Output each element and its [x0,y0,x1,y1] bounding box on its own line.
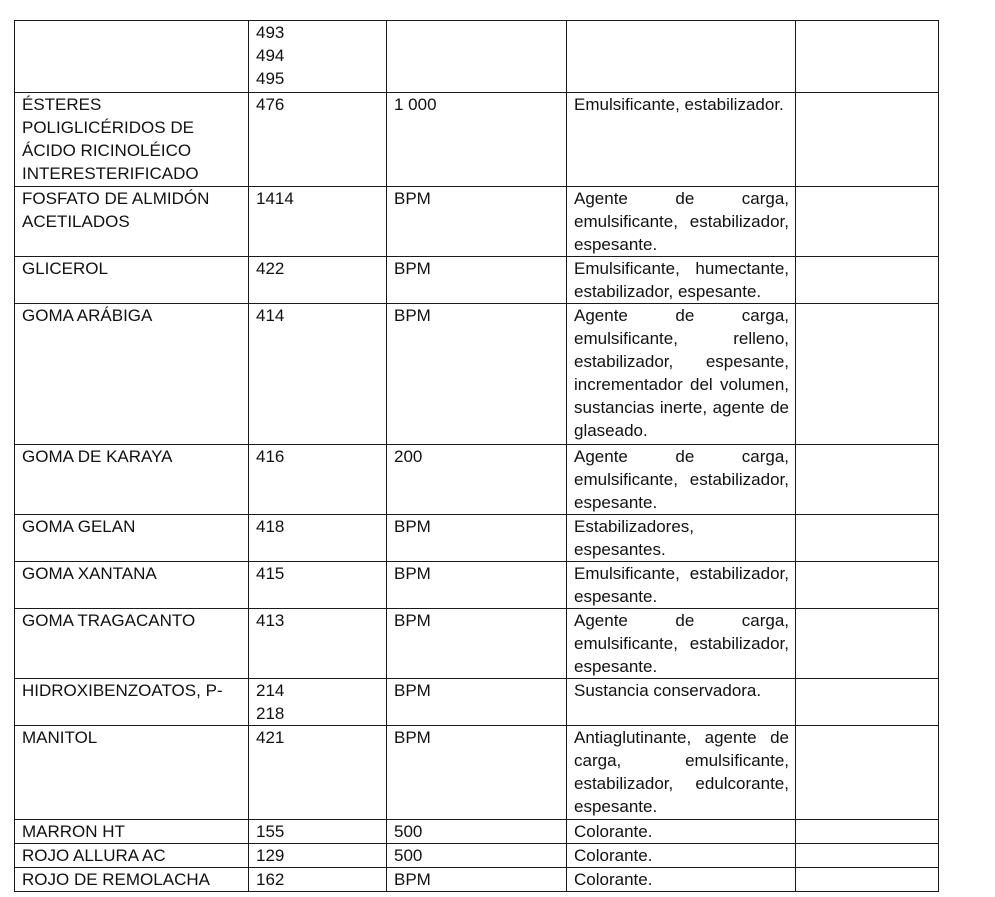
empty-cell [796,726,939,820]
ins-number: 418 [256,517,285,536]
additive-name-line: GLICEROL [22,259,108,278]
ins-number: 1414 [256,189,294,208]
additive-name-cell [15,93,249,187]
ins-number: 214 [256,681,285,700]
empty-cell [796,21,939,93]
additive-name-cell [15,515,249,562]
function-cell: Agente de carga, emulsificante, estabilizador, espesante. [567,609,796,679]
additive-name-line: ROJO ALLURA AC [22,846,166,865]
table-row [15,257,939,304]
empty-cell [796,304,939,445]
additive-name-cell [15,679,249,726]
table-row [15,562,939,609]
ins-number-cell [249,609,387,679]
table-row [15,679,939,726]
additive-name-line: GOMA ARÁBIGA [22,306,153,325]
ins-number: 155 [256,822,285,841]
ins-number-cell [249,257,387,304]
ins-number-cell [249,187,387,257]
additive-name-line: GOMA DE KARAYA [22,447,173,466]
ins-number: 422 [256,259,285,278]
additive-name-line: FOSFATO DE ALMIDÓN [22,189,210,208]
table-row [15,868,939,892]
additive-name-line: MARRON HT [22,822,125,841]
empty-cell [796,820,939,844]
additive-name-cell [15,820,249,844]
function-cell [567,21,796,93]
function-cell: Emulsificante, estabilizador, espesante. [567,562,796,609]
ins-number: 218 [256,704,285,723]
max-level-cell: BPM [387,679,567,726]
max-level-cell: BPM [387,187,567,257]
additive-name-cell [15,304,249,445]
ins-number-cell [249,820,387,844]
ins-number-cell [249,726,387,820]
max-level-cell: BPM [387,562,567,609]
empty-cell [796,868,939,892]
additive-name-cell [15,844,249,868]
max-level-cell: BPM [387,515,567,562]
additive-name-line: ACETILADOS [22,212,130,231]
table-row [15,304,939,445]
empty-cell [796,609,939,679]
empty-cell [796,679,939,726]
ins-number: 495 [256,69,285,88]
function-cell: Colorante. [567,820,796,844]
ins-number-cell [249,868,387,892]
table-row [15,726,939,820]
empty-cell [796,257,939,304]
additive-name-line: ÉSTERES [22,95,102,114]
max-level-cell: 500 [387,844,567,868]
table-row [15,93,939,187]
function-cell: Emulsificante, humectante, estabilizador, espesante. [567,257,796,304]
table-row [15,844,939,868]
additive-name-line: GOMA XANTANA [22,564,157,583]
max-level-cell: BPM [387,726,567,820]
ins-number-cell [249,21,387,93]
table-row [15,515,939,562]
ins-number-cell [249,93,387,187]
table-row [15,609,939,679]
max-level-cell: BPM [387,304,567,445]
ins-number: 414 [256,306,285,325]
ins-number: 476 [256,95,285,114]
function-cell: Agente de carga, emulsificante, relleno, estabilizador, espesante, incrementador del volumen, sustancias inerte, agente de glaseado. [567,304,796,445]
max-level-cell: BPM [387,257,567,304]
table-row [15,820,939,844]
additive-name-cell [15,609,249,679]
function-cell: Agente de carga, emulsificante, estabilizador, espesante. [567,445,796,515]
ins-number-cell [249,304,387,445]
empty-cell [796,445,939,515]
additive-name-line: GOMA GELAN [22,517,136,536]
function-cell: Colorante. [567,844,796,868]
additive-name-line: ÁCIDO RICINOLÉICO [22,141,192,160]
additive-name-line: POLIGLICÉRIDOS DE [22,118,194,137]
ins-number: 162 [256,870,285,889]
function-cell: Agente de carga, emulsificante, estabilizador, espesante. [567,187,796,257]
additive-name-line: HIDROXIBENZOATOS, P- [22,681,223,700]
ins-number: 415 [256,564,285,583]
additive-name-cell [15,726,249,820]
max-level-cell: 200 [387,445,567,515]
ins-number-cell [249,679,387,726]
empty-cell [796,187,939,257]
function-cell: Sustancia conservadora. [567,679,796,726]
ins-number: 493 [256,23,285,42]
additive-name-cell [15,445,249,515]
function-cell: Emulsificante, estabilizador. [567,93,796,187]
table-row [15,187,939,257]
table-row [15,21,939,93]
additives-table-body [15,21,939,892]
ins-number: 413 [256,611,285,630]
additive-name-cell [15,187,249,257]
max-level-cell [387,21,567,93]
function-cell: Colorante. [567,868,796,892]
ins-number: 129 [256,846,285,865]
additives-table [14,20,939,892]
function-cell: Antiaglutinante, agente de carga, emulsificante, estabilizador, edulcorante, espesante. [567,726,796,820]
ins-number: 416 [256,447,285,466]
max-level-cell: 1 000 [387,93,567,187]
additive-name-line: MANITOL [22,728,98,747]
additive-name-cell [15,562,249,609]
max-level-cell: 500 [387,820,567,844]
empty-cell [796,515,939,562]
max-level-cell: BPM [387,868,567,892]
ins-number-cell [249,515,387,562]
additive-name-cell [15,868,249,892]
additive-name-line: ROJO DE REMOLACHA [22,870,210,889]
additive-name-line: INTERESTERIFICADO [22,164,199,183]
ins-number: 494 [256,46,285,65]
ins-number-cell [249,844,387,868]
ins-number: 421 [256,728,285,747]
empty-cell [796,844,939,868]
additive-name-cell [15,257,249,304]
max-level-cell: BPM [387,609,567,679]
empty-cell [796,562,939,609]
table-row [15,445,939,515]
ins-number-cell [249,562,387,609]
ins-number-cell [249,445,387,515]
additive-name-cell [15,21,249,93]
additive-name-line: GOMA TRAGACANTO [22,611,196,630]
empty-cell [796,93,939,187]
function-cell: Estabilizadores, espesantes. [567,515,796,562]
